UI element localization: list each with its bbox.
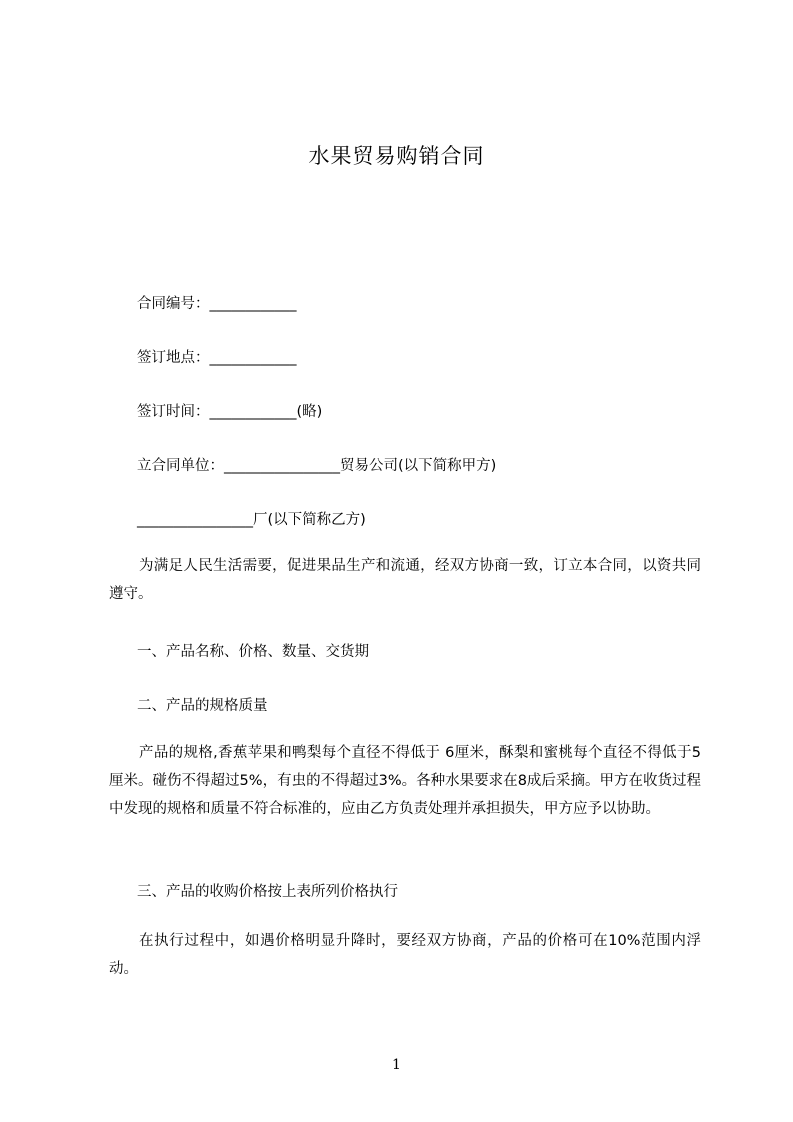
party-b-field: ________________厂(以下简称乙方) bbox=[137, 512, 366, 528]
page-number: 1 bbox=[392, 1057, 401, 1073]
section-1-heading: 一、产品名称、价格、数量、交货期 bbox=[137, 644, 369, 660]
section-2-body: 产品的规格,香蕉苹果和鸭梨每个直径不得低于 6厘米，酥梨和蜜桃每个直径不得低于5厘米。碰伤不得超过5%，有虫的不得超过3%。各种水果要求在8成后采摘。甲方在收货过程中发现的规格和质量不符合标准的，应由乙方负责处理并承担损失，甲方应予以协助。 bbox=[109, 745, 701, 817]
section-3-body: 在执行过程中，如遇价格明显升降时，要经双方协商，产品的价格可在10%范围内浮动。 bbox=[109, 933, 701, 977]
document-title: 水果贸易购销合同 bbox=[308, 144, 485, 168]
section-3-heading: 三、产品的收购价格按上表所列价格执行 bbox=[137, 884, 398, 900]
party-a-field: 立合同单位：________________贸易公司(以下简称甲方) bbox=[137, 458, 497, 474]
intro-paragraph: 为满足人民生活需要，促进果品生产和流通，经双方协商一致，订立本合同，以资共同遵守。 bbox=[109, 558, 701, 602]
section-2-heading: 二、产品的规格质量 bbox=[137, 698, 268, 714]
sign-time-field: 签订时间：____________(略) bbox=[137, 404, 323, 420]
sign-place-field: 签订地点：____________ bbox=[137, 350, 297, 366]
contract-number-field: 合同编号：____________ bbox=[137, 296, 297, 312]
